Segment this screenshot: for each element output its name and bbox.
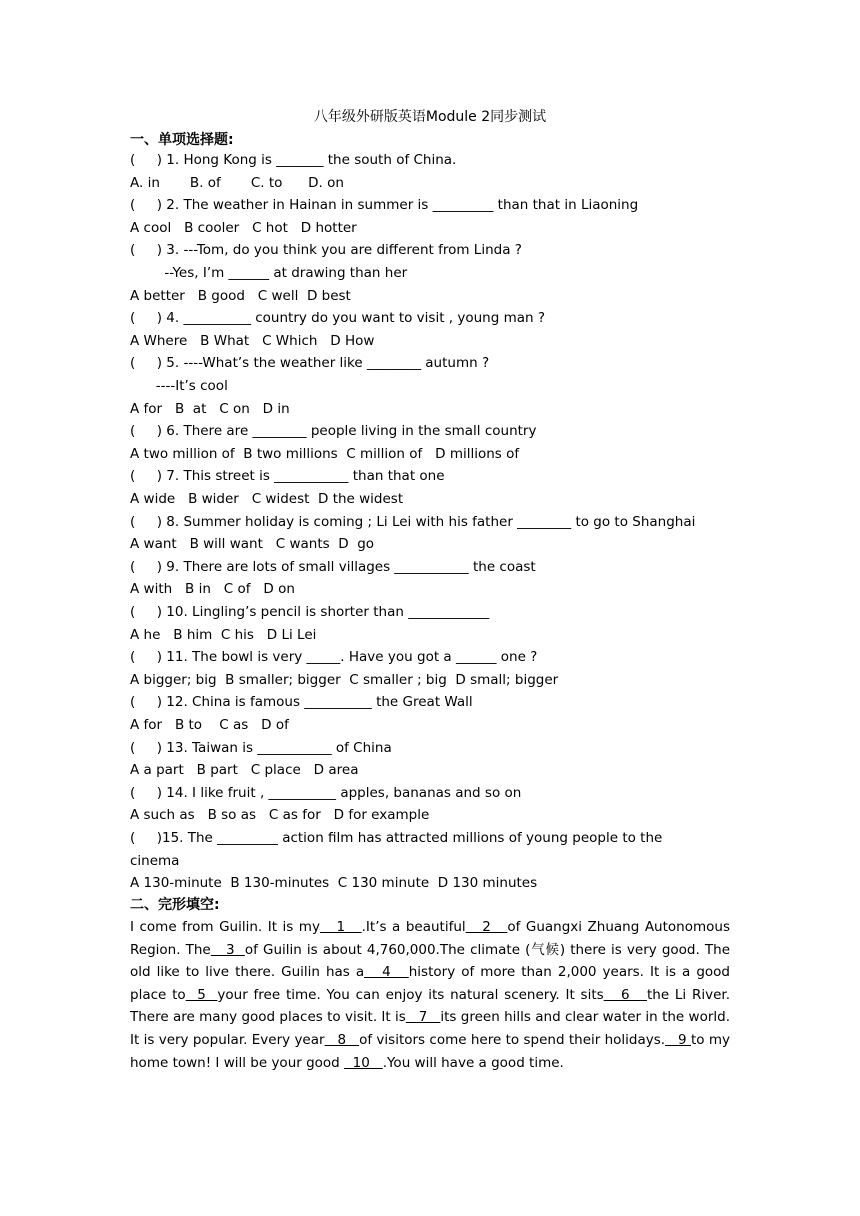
question-option-line: A such as B so as C as for D for example <box>130 807 430 824</box>
question-line: ( ) 8. Summer holiday is coming ; Li Lei with his father ________ to go to Shanghai <box>130 513 696 530</box>
cloze-blank-4: 4 <box>364 964 409 981</box>
cloze-blank-8: 8 <box>324 1031 360 1048</box>
question-option-line: A he B him C his D Li Lei <box>130 626 317 643</box>
passage-text: of Guilin is about 4,760,000.The climate (气候) there is very good. The old like to live there. Guilin has a <box>130 941 731 981</box>
question-option-line: A. in B. of C. to D. on <box>130 174 344 191</box>
question-line: ( ) 7. This street is ___________ than that one <box>130 468 445 485</box>
question-option-line: A better B good C well D best <box>130 287 351 304</box>
cloze-blank-10: 10 <box>344 1054 383 1071</box>
section-heading-multiple-choice: 一、单项选择题: <box>130 132 234 148</box>
question-option-line: A for B at C on D in <box>130 400 290 417</box>
question-line: ( ) 9. There are lots of small villages ___________ the coast <box>130 558 536 575</box>
passage-text: history of more than 2,000 years. It is a good place to <box>130 964 730 1003</box>
question-line: ( ) 10. Lingling’s pencil is shorter than ____________ <box>130 604 490 620</box>
question-line: ( ) 12. China is famous __________ the Great Wall <box>130 694 473 711</box>
question-option-line: A with B in C of D on <box>130 581 295 598</box>
question-line: ( ) 13. Taiwan is ___________ of China <box>130 739 392 756</box>
cloze-passage <box>130 916 730 1074</box>
question-line: ( ) 11. The bowl is very _____. Have you got a ______ one ? <box>130 649 538 666</box>
passage-text: .You will have a good time. <box>382 1054 564 1071</box>
question-option-line: cinema <box>130 852 180 869</box>
question-option-line: A Where B What C Which D How <box>130 332 375 349</box>
passage-text: your free time. You can enjoy its natural scenery. It sits <box>217 986 604 1003</box>
question-line: ( ) 3. ---Tom, do you think you are different from Linda ? <box>130 242 522 259</box>
cloze-blank-2: 2 <box>465 919 508 935</box>
question-option-line: A two million of B two millions C million of D millions of <box>130 445 520 462</box>
question-option-line: A wide B wider C widest D the widest <box>130 491 404 507</box>
passage-text: I come from Guilin. It is my <box>130 919 320 935</box>
question-line: ( )15. The _________ action film has attracted millions of young people to the <box>130 830 663 846</box>
passage-text: of Guangxi Zhuang Autonomous Region. The <box>130 919 730 958</box>
question-option-line: A 130-minute B 130-minutes C 130 minute D 130 minutes <box>130 875 538 892</box>
question-line: ( ) 1. Hong Kong is _______ the south of China. <box>130 152 457 168</box>
cloze-blank-6: 6 <box>603 986 647 1003</box>
cloze-blank-9: 9 <box>665 1031 691 1048</box>
passage-text: of visitors come here to spend their holidays. <box>359 1031 666 1048</box>
cloze-blank-5: 5 <box>185 986 218 1003</box>
cloze-blank-7: 7 <box>405 1009 441 1026</box>
question-line: ( ) 4. __________ country do you want to visit , young man ? <box>130 310 546 327</box>
question-option-line: A for B to C as D of <box>130 717 289 733</box>
passage-text: to my home town! I will be your good <box>130 1031 730 1071</box>
passage-text: the Li River. There are many good places to visit. It is <box>130 986 730 1026</box>
question-line: ( ) 2. The weather in Hainan in summer is _________ than that in Liaoning <box>130 197 639 214</box>
cloze-blank-3: 3 <box>210 941 245 958</box>
question-option-line: A cool B cooler C hot D hotter <box>130 219 357 236</box>
question-line: ( ) 6. There are ________ people living in the small country <box>130 423 537 440</box>
page-title: 八年级外研版英语Module 2同步测试 <box>313 109 547 125</box>
question-option-line: A a part B part C place D area <box>130 762 359 779</box>
section-heading-cloze: 二、完形填空: <box>130 897 220 913</box>
cloze-blank-1: 1 <box>319 919 362 935</box>
question-option-line: --Yes, I’m ______ at drawing than her <box>130 265 408 281</box>
question-option-line: A want B will want C wants D go <box>130 536 375 553</box>
question-option-line: ----It’s cool <box>130 378 228 394</box>
question-line: ( ) 14. I like fruit , __________ apples, bananas and so on <box>130 784 522 801</box>
passage-text: .It’s a beautiful <box>361 919 466 935</box>
question-line: ( ) 5. ----What’s the weather like ________ autumn ? <box>130 355 490 372</box>
passage-text: its green hills and clear water in the world. It is very popular. Every year <box>130 1009 731 1048</box>
question-option-line: A bigger; big B smaller; bigger C smaller ; big D small; bigger <box>130 671 559 688</box>
